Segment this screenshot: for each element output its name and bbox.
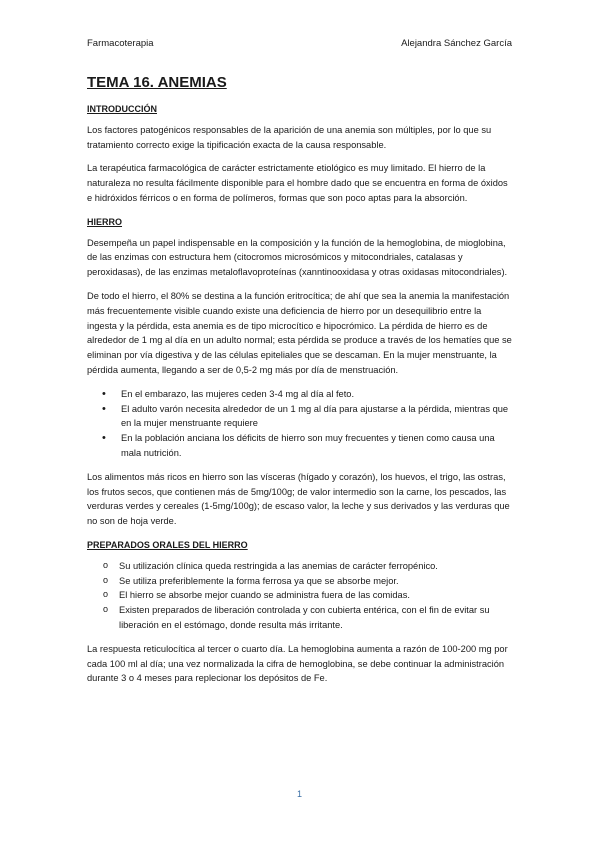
header-author: Alejandra Sánchez García bbox=[401, 38, 512, 49]
page-header bbox=[87, 38, 512, 49]
paragraph: La respuesta reticulocítica al tercer o cuarto día. La hemoglobina aumenta a razón de 100-200 mg por cada 100 ml al día; una vez normalizada la cifra de hemoglobina, se debe continuar la administración durante 3 o 4 meses para replecionar los depósitos de Fe. bbox=[87, 643, 508, 684]
bullet-list bbox=[87, 387, 513, 461]
list-item: • En la población anciana los déficits de hierro son muy frecuentes y tienen como causa una mala nutrición. bbox=[121, 431, 513, 461]
section-heading-introduccion: INTRODUCCIÓN bbox=[87, 104, 157, 114]
list-item: • El adulto varón necesita alrededor de un 1 mg al día para ajustarse a la pérdida, mientras que en la mujer menstruante requiere bbox=[121, 402, 513, 432]
header-subject: Farmacoterapia bbox=[87, 38, 154, 49]
paragraph: Los alimentos más ricos en hierro son las vísceras (hígado y corazón), los huevos, el trigo, las ostras, los frutos secos, que contienen más de 5mg/100g; de valor intermedio son la carne, los pescados, las verduras verdes y cereales (1-5mg/100g); de escaso valor, la leche y sus derivados y las verduras que no son de hoja verde. bbox=[87, 471, 510, 527]
list-item: • En el embarazo, las mujeres ceden 3-4 mg al día al feto. bbox=[121, 387, 513, 402]
circle-list bbox=[87, 559, 513, 633]
paragraph: Los factores patogénicos responsables de la aparición de una anemia son múltiples, por lo que su tratamiento correcto exige la tipificación exacta de la causa responsable. bbox=[87, 124, 492, 150]
list-item: o El hierro se absorbe mejor cuando se administra fuera de las comidas. bbox=[119, 588, 513, 603]
list-item: o Se utiliza preferiblemente la forma ferrosa ya que se absorbe mejor. bbox=[119, 574, 513, 589]
document-body bbox=[87, 74, 513, 695]
section-heading-preparados: PREPARADOS ORALES DEL HIERRO bbox=[87, 539, 248, 550]
list-item: o Su utilización clínica queda restringida a las anemias de carácter ferropénico. bbox=[119, 559, 513, 574]
list-item: o Existen preparados de liberación controlada y con cubierta entérica, con el fin de evitar su liberación en el estómago, donde resulta más irritante. bbox=[119, 603, 513, 633]
paragraph: Desempeña un papel indispensable en la composición y la función de la hemoglobina, de mioglobina, de las enzimas con estructura hem (citocromos microsómicos y mitocondriales, catalasas y peroxidasas), de las enzimas metaloflavoproteínas (xanntinooxidasa y otras oxidasas mitocondriales). bbox=[87, 237, 508, 278]
paragraph: De todo el hierro, el 80% se destina a la función eritrocítica; de ahí que sea la anemia la manifestación más frecuentemente visible cuando existe una deficiencia de hierro por un desequilibrio entre la ingesta y la pérdida, esta anemia es de tipo microcítico e hipocrómico. La pérdida de hierro es de alrededor de 1 mg al día en un adulto normal; esta pérdida se produce a través de los hematíes que se eliminan por vía digestiva y de las células epiteliales que se descaman. En la mujer menstruante, la pérdida aumenta, llegando a ser de 0,5-2 mg más por día de menstruación. bbox=[87, 290, 512, 375]
section-heading-hierro: HIERRO bbox=[87, 216, 123, 227]
page-number: 1 bbox=[296, 789, 302, 799]
paragraph: La terapéutica farmacológica de carácter estrictamente etiológico es muy limitado. El hierro de la naturaleza no resulta fácilmente disponible para el hombre dado que se encuentra en forma de óxidos e hidróxidos férricos o en forma de polímeros, formas que son poco aptas para la absorción. bbox=[87, 163, 508, 203]
page-title: TEMA 16. ANEMIAS bbox=[87, 74, 227, 91]
